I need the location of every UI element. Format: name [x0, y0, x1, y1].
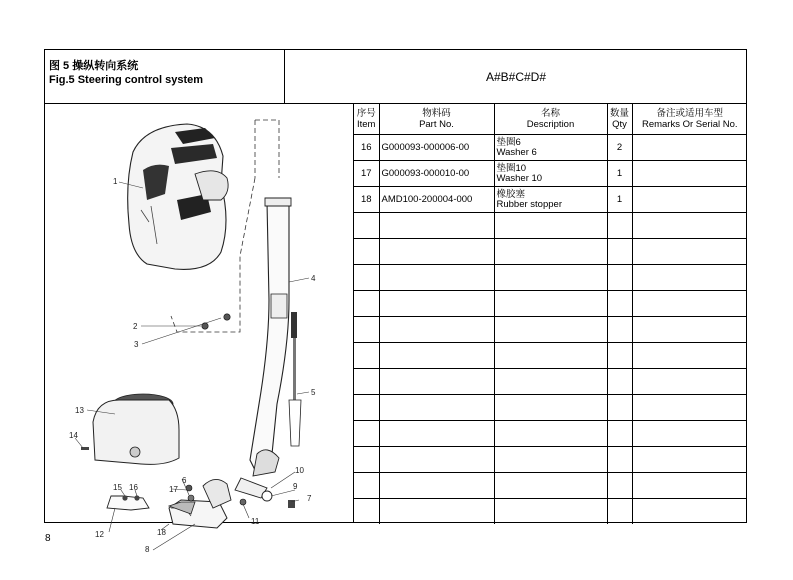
col-description: 名称 Description [494, 104, 607, 135]
empty-table-row [354, 317, 747, 343]
empty-cell [632, 317, 747, 343]
empty-cell [379, 343, 494, 369]
handlebar-cover [128, 124, 228, 269]
svg-text:6: 6 [182, 476, 187, 485]
cell-remarks [632, 187, 747, 213]
exploded-diagram [45, 104, 354, 554]
empty-cell [632, 291, 747, 317]
svg-text:8: 8 [145, 545, 150, 554]
empty-cell [494, 343, 607, 369]
empty-cell [607, 213, 632, 239]
empty-cell [379, 291, 494, 317]
empty-cell [379, 473, 494, 499]
svg-text:1: 1 [113, 177, 118, 186]
empty-cell [379, 447, 494, 473]
empty-cell [632, 499, 747, 525]
svg-text:12: 12 [95, 530, 104, 539]
empty-cell [354, 421, 379, 447]
empty-cell [607, 447, 632, 473]
empty-cell [494, 395, 607, 421]
empty-cell [607, 291, 632, 317]
empty-table-row [354, 291, 747, 317]
svg-text:2: 2 [133, 322, 138, 331]
svg-text:11: 11 [251, 517, 260, 526]
empty-table-row [354, 395, 747, 421]
empty-cell [632, 343, 747, 369]
empty-cell [607, 265, 632, 291]
cell-item: 18 [354, 187, 379, 213]
svg-text:5: 5 [311, 388, 316, 397]
table-header-row [354, 104, 747, 135]
table-row [354, 161, 747, 187]
empty-cell [354, 473, 379, 499]
empty-table-row [354, 421, 747, 447]
empty-cell [379, 317, 494, 343]
empty-cell [494, 291, 607, 317]
cell-qty: 1 [607, 161, 632, 187]
empty-table-row [354, 265, 747, 291]
empty-cell [607, 317, 632, 343]
empty-cell [494, 369, 607, 395]
steering-shaft [250, 198, 291, 476]
cell-item: 16 [354, 135, 379, 161]
cell-part-no: G000093-000006-00 [379, 135, 494, 161]
svg-text:18: 18 [157, 528, 166, 537]
bracket-assembly [107, 495, 149, 510]
empty-cell [379, 213, 494, 239]
empty-cell [632, 421, 747, 447]
empty-cell [379, 265, 494, 291]
svg-text:14: 14 [69, 431, 78, 440]
cell-remarks [632, 135, 747, 161]
empty-table-row [354, 447, 747, 473]
empty-cell [632, 213, 747, 239]
empty-cell [632, 395, 747, 421]
empty-cell [494, 473, 607, 499]
svg-text:15: 15 [113, 483, 122, 492]
empty-table-row [354, 343, 747, 369]
cell-item: 17 [354, 161, 379, 187]
empty-cell [632, 447, 747, 473]
empty-cell [354, 291, 379, 317]
empty-cell [494, 499, 607, 525]
cell-part-no: AMD100-200004-000 [379, 187, 494, 213]
empty-cell [354, 265, 379, 291]
empty-cell [607, 239, 632, 265]
empty-cell [379, 421, 494, 447]
svg-text:10: 10 [295, 466, 304, 475]
empty-cell [354, 447, 379, 473]
lower-cover [93, 394, 179, 464]
empty-cell [379, 499, 494, 525]
empty-cell [494, 213, 607, 239]
empty-cell [379, 395, 494, 421]
svg-text:17: 17 [169, 485, 178, 494]
empty-cell [354, 395, 379, 421]
model-codes: A#B#C#D# [485, 69, 547, 84]
empty-cell [632, 473, 747, 499]
svg-text:7: 7 [307, 494, 312, 503]
svg-text:3: 3 [134, 340, 139, 349]
page-frame [44, 49, 747, 554]
cell-qty: 2 [607, 135, 632, 161]
svg-text:13: 13 [75, 406, 84, 415]
col-item: 序号 Item [354, 104, 379, 135]
empty-cell [607, 369, 632, 395]
table-row [354, 187, 747, 213]
svg-text:16: 16 [129, 483, 138, 492]
steering-diagram-svg [45, 104, 353, 554]
empty-cell [354, 239, 379, 265]
cell-description: 垫圈6 Washer 6 [494, 135, 607, 161]
empty-table-row [354, 239, 747, 265]
empty-cell [494, 421, 607, 447]
empty-cell [354, 213, 379, 239]
cell-qty: 1 [607, 187, 632, 213]
empty-table-row [354, 369, 747, 395]
cell-part-no: G000093-000010-00 [379, 161, 494, 187]
col-qty: 数量 Qty [607, 104, 632, 135]
empty-table-row [354, 213, 747, 239]
cell-description: 垫圈10 Washer 10 [494, 161, 607, 187]
empty-cell [379, 239, 494, 265]
col-part-no: 物料码 Part No. [379, 104, 494, 135]
empty-table-row [354, 499, 747, 525]
empty-cell [607, 473, 632, 499]
figure-title-en: Fig.5 Steering control system [49, 74, 204, 86]
empty-cell [607, 421, 632, 447]
table-row [354, 135, 747, 161]
empty-table-row [354, 473, 747, 499]
figure-title-block [45, 50, 285, 103]
empty-cell [607, 395, 632, 421]
empty-cell [354, 343, 379, 369]
svg-text:4: 4 [311, 274, 316, 283]
empty-cell [354, 499, 379, 525]
damper-rod [289, 312, 301, 446]
cell-remarks [632, 161, 747, 187]
page-number: 8 [45, 533, 51, 544]
cell-description: 橡胶塞 Rubber stopper [494, 187, 607, 213]
col-remarks: 备注或适用车型 Remarks Or Serial No. [632, 104, 747, 135]
figure-title-cn: 图 5 操纵转向系统 [49, 60, 139, 72]
empty-cell [494, 239, 607, 265]
empty-cell [632, 369, 747, 395]
parts-table [354, 104, 747, 524]
empty-cell [632, 239, 747, 265]
empty-cell [607, 343, 632, 369]
empty-cell [607, 499, 632, 525]
empty-cell [632, 265, 747, 291]
empty-cell [494, 265, 607, 291]
empty-cell [354, 317, 379, 343]
empty-cell [379, 369, 494, 395]
svg-text:9: 9 [293, 482, 298, 491]
empty-cell [494, 317, 607, 343]
empty-cell [494, 447, 607, 473]
empty-cell [354, 369, 379, 395]
